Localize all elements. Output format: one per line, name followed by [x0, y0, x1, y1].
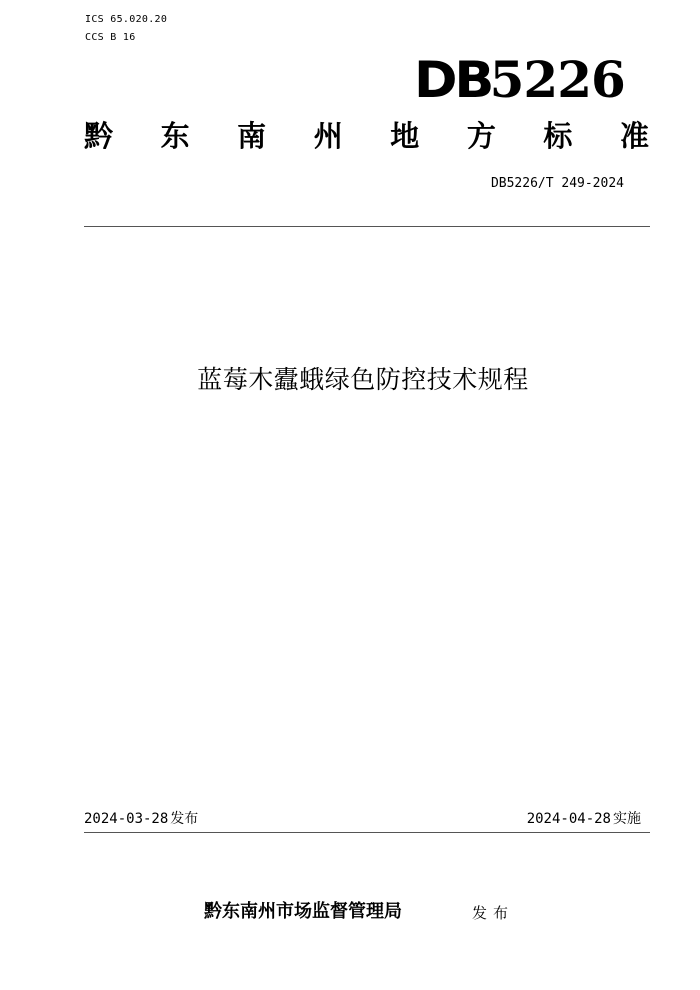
- implement-label: 实施: [613, 811, 641, 827]
- standard-number: DB5226/T 249-2024: [490, 176, 624, 191]
- document-title: 蓝莓木蠹蛾绿色防控技术规程: [197, 365, 529, 394]
- standard-title-char: 东: [160, 119, 190, 153]
- date-row: [84, 810, 641, 828]
- implement-date-group: [527, 810, 641, 828]
- publish-label: 发布: [170, 811, 199, 827]
- publish-date: 2024-03-28: [84, 811, 169, 827]
- issue-label: 发布: [472, 904, 515, 922]
- standard-title-char: 方: [466, 119, 496, 153]
- db-logo-number: 5226: [489, 50, 625, 109]
- standard-title-char: 黔: [84, 119, 114, 153]
- ics-code: ICS 65.020.20: [85, 14, 168, 25]
- standard-title-char: 标: [543, 119, 573, 153]
- db-standard-logo: [414, 50, 625, 109]
- ccs-code: CCS B 16: [85, 32, 136, 43]
- issuing-authority: 黔东南州市场监督管理局: [204, 901, 402, 922]
- publish-date-group: [84, 810, 198, 828]
- standard-title-char: 州: [313, 119, 343, 153]
- implement-date: 2024-04-28: [526, 811, 611, 827]
- standard-category-title: [84, 118, 649, 154]
- standard-title-char: 南: [237, 119, 267, 153]
- footer-divider: [84, 832, 650, 833]
- standard-title-char: 准: [619, 119, 649, 153]
- standard-title-char: 地: [390, 119, 420, 153]
- db-logo-letters: DB: [414, 51, 492, 109]
- header-divider: [84, 226, 650, 227]
